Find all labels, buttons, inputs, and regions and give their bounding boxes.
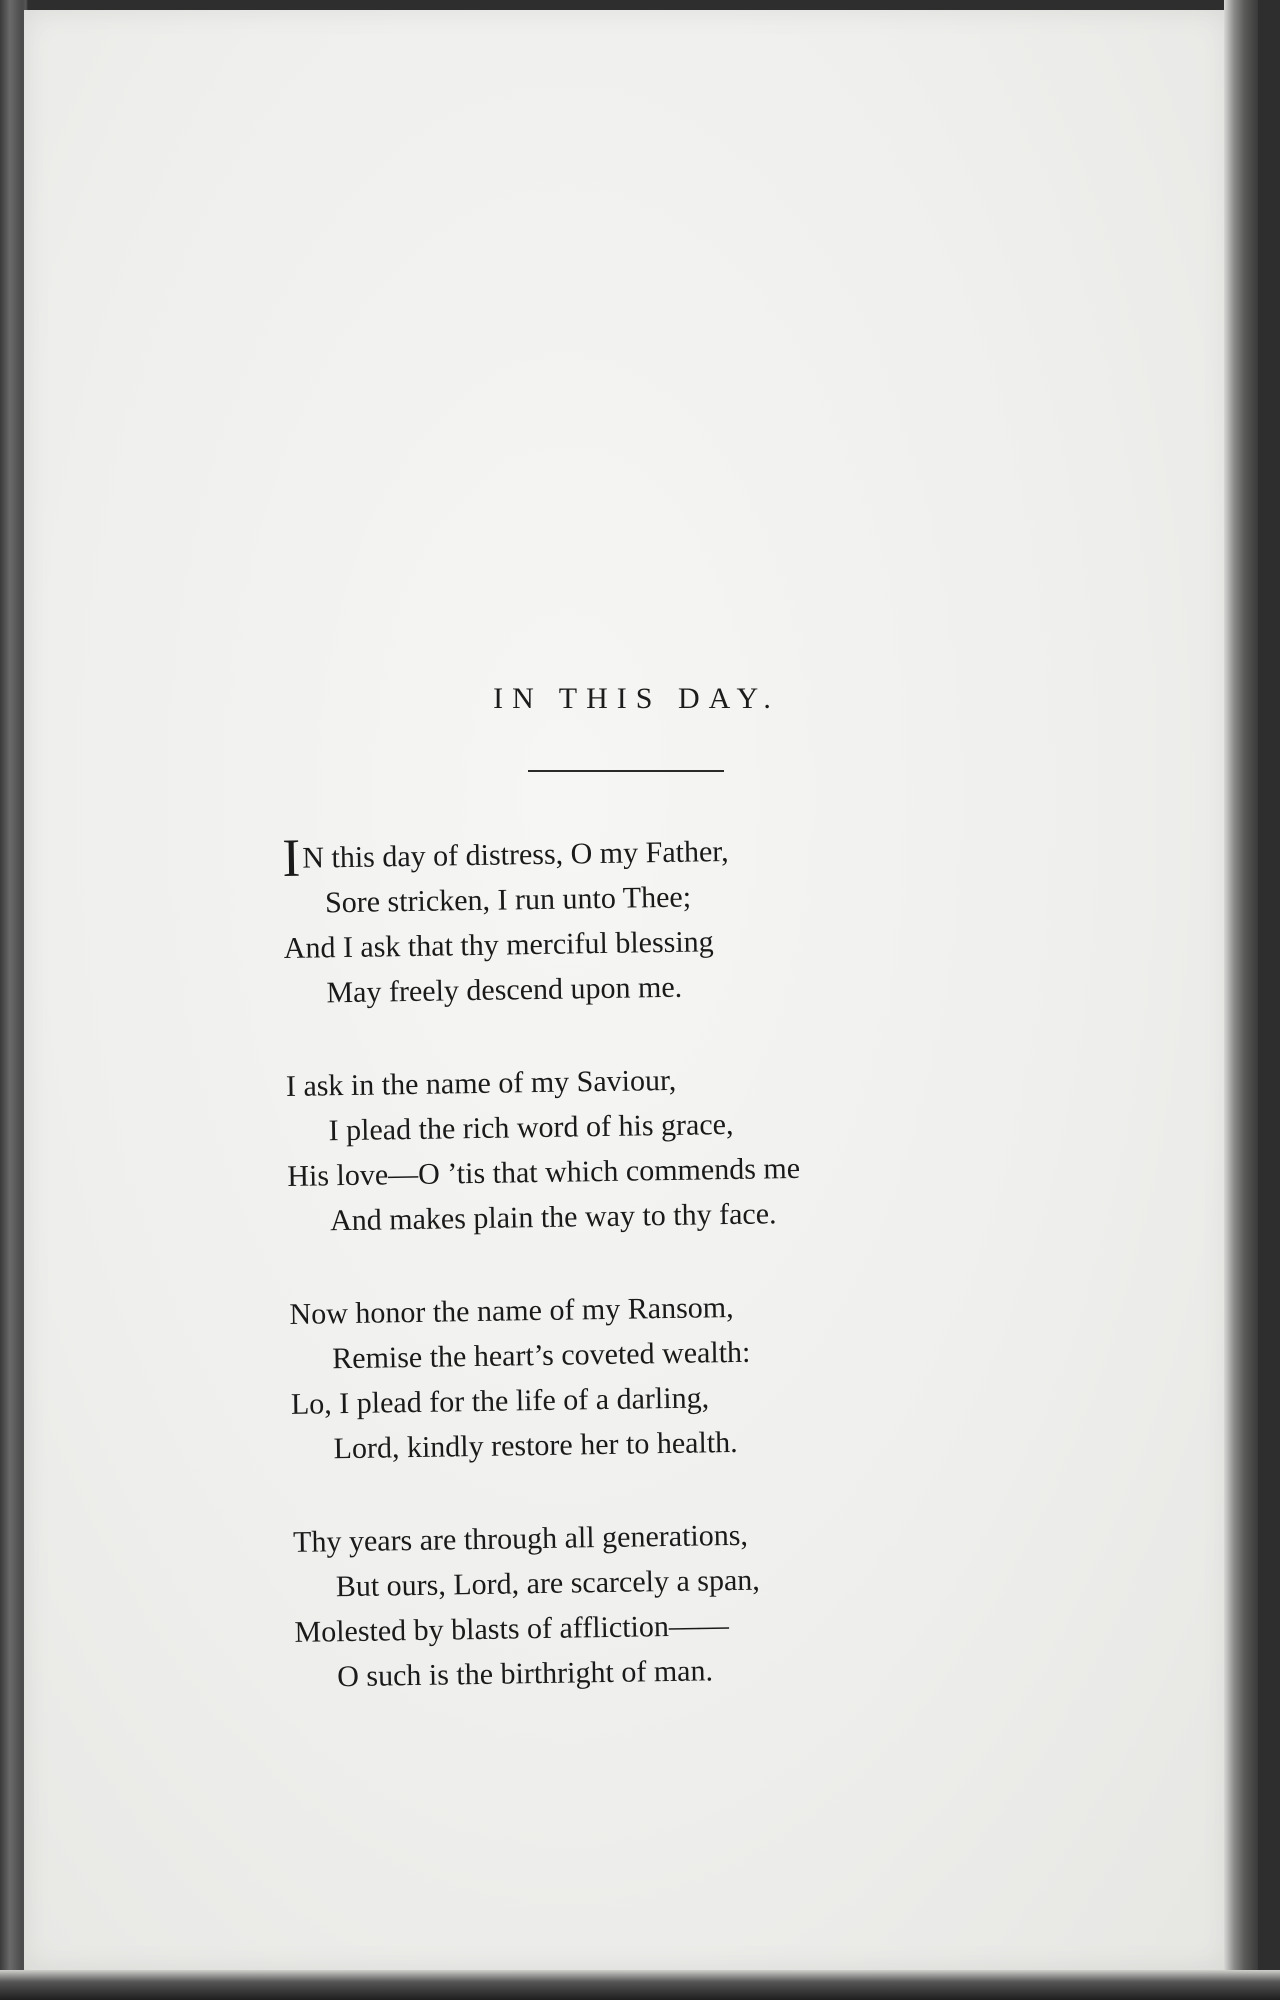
poem-line: May freely descend upon me. <box>326 970 683 1010</box>
title-rule <box>528 770 724 772</box>
page-edge <box>1224 0 1258 1975</box>
poem-line: Sore stricken, I run unto Thee; <box>324 880 692 920</box>
poem-line: O such is the birthright of man. <box>336 1654 714 1694</box>
book-page <box>24 10 1229 1970</box>
poem-line: But ours, Lord, are scarcely a span, <box>335 1563 761 1604</box>
poem-line: I plead the rich word of his grace, <box>328 1107 734 1148</box>
poem-line: And makes plain the way to thy face. <box>329 1197 777 1238</box>
stanza <box>286 1052 1049 1244</box>
poem-line: Molested by blasts of affliction—— <box>294 1609 730 1649</box>
poem-line-text: N this day of distress, O my Father, <box>302 834 729 875</box>
poem-line: Lo, I plead for the life of a darling, <box>290 1381 710 1421</box>
poem-body <box>282 824 1056 1748</box>
poem-line: I ask in the name of my Saviour, <box>285 1063 677 1103</box>
stanza <box>282 824 1045 1016</box>
poem-line: His love—O ’tis that which commends me <box>287 1151 801 1193</box>
poem-line: Lord, kindly restore her to health. <box>333 1425 738 1466</box>
poem-line: Now honor the name of my Ransom, <box>289 1290 734 1331</box>
stanza <box>293 1508 1056 1700</box>
poem-line: Remise the heart’s coveted wealth: <box>331 1335 751 1376</box>
stanza <box>289 1280 1052 1472</box>
bottom-edge <box>0 1970 1280 2000</box>
show-through-text <box>324 230 1044 530</box>
poem-line: Thy years are through all generations, <box>292 1518 749 1559</box>
drop-cap: I <box>281 827 301 888</box>
poem-line: And I ask that thy merciful blessing <box>283 925 714 965</box>
poem-title: IN THIS DAY. <box>493 682 780 715</box>
